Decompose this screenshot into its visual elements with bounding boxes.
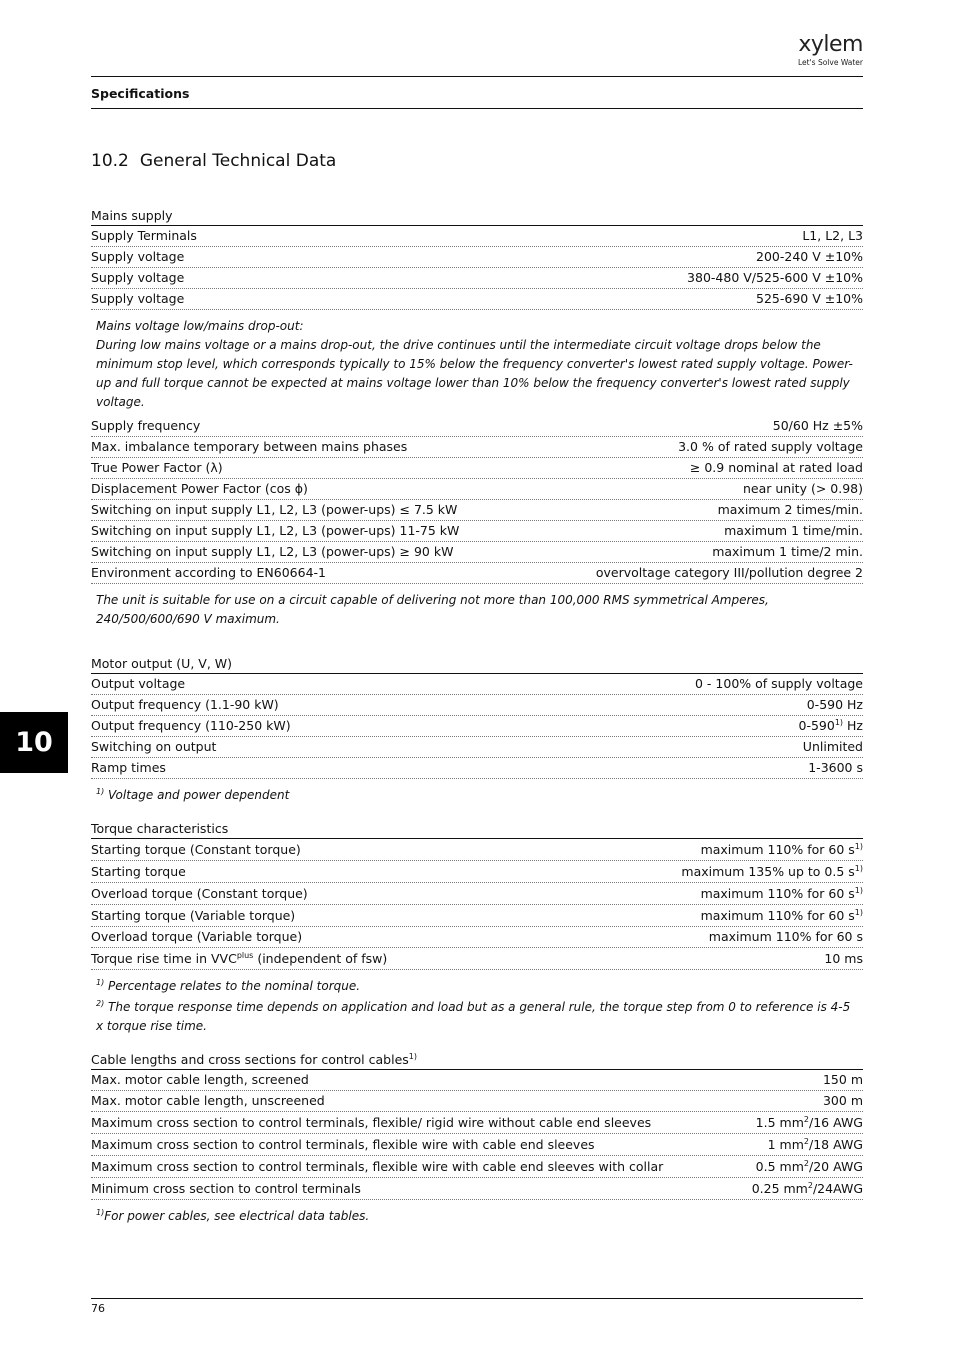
table-row <box>91 1156 863 1178</box>
cable-footnote: $^{1)}$For power cables, see electrical data tables. <box>96 1208 370 1223</box>
cable-table <box>91 1050 863 1226</box>
row-label: Starting torque (Constant torque) <box>91 842 301 857</box>
table-row <box>91 948 863 970</box>
running-header: Specifications <box>91 86 190 101</box>
row-value: 0-590$^{1)}$ Hz <box>798 717 863 733</box>
table-row <box>91 905 863 927</box>
row-value: Unlimited <box>802 739 863 754</box>
table-row <box>91 268 863 289</box>
row-value: 0.5 $mm^2/20$ AWG <box>755 1158 863 1174</box>
note-title: Mains voltage low/mains drop-out: <box>96 319 304 333</box>
row-label: True Power Factor (λ) <box>91 460 223 475</box>
row-label: Overload torque (Variable torque) <box>91 929 303 944</box>
row-value: near unity (> 0.98) <box>742 481 863 496</box>
table-row <box>91 695 863 716</box>
row-value: 1 $mm^2/18$ AWG <box>767 1136 863 1152</box>
row-value: 0 - 100% of supply voltage <box>695 676 863 691</box>
row-label: Max. motor cable length, screened <box>91 1072 309 1087</box>
table-title: Motor output (U, V, W) <box>91 654 863 674</box>
row-value: maximum 110% for 60 $s^{1)}$ <box>700 885 863 901</box>
row-label: Supply voltage <box>91 249 185 264</box>
table-row <box>91 883 863 905</box>
header-subrule <box>91 108 863 109</box>
table-row <box>91 500 863 521</box>
table-row <box>91 479 863 500</box>
table-row <box>91 458 863 479</box>
section-number: 10.2 <box>91 151 129 171</box>
row-label: Switching on output <box>91 739 217 754</box>
row-value: maximum 1 time/2 min. <box>712 544 863 559</box>
row-value: 50/60 Hz ±5% <box>772 418 863 433</box>
short-circuit-note: The unit is suitable for use on a circuit capable of delivering not more than 100,000 RMS symmetrical Amperes, 240/500/600/690 V maximum. <box>96 593 769 626</box>
page-number: 76 <box>91 1302 105 1315</box>
row-label: Supply frequency <box>91 418 201 433</box>
motor-output-table <box>91 654 863 805</box>
table-title: Torque characteristics <box>91 819 863 839</box>
row-label: Maximum cross section to control terminals, flexible wire with cable end sleeves <box>91 1137 595 1152</box>
torque-footnote-2: $^{2)}$ The torque response time depends on application and load but as a general rule, the torque step from 0 to reference is 4-5 x torque rise time. <box>96 999 851 1033</box>
row-value: maximum 110% for 60 s <box>708 929 863 944</box>
footer-rule <box>91 1298 863 1299</box>
row-label: Ramp times <box>91 760 166 775</box>
table-row <box>91 521 863 542</box>
table-title: Cable lengths and cross sections for control cables$^{1)}$ <box>91 1050 863 1070</box>
table-row <box>91 289 863 310</box>
brand-name: xylem <box>798 32 863 57</box>
row-value: maximum 135% up to 0.5 $s^{1)}$ <box>681 863 863 879</box>
table-row <box>91 927 863 948</box>
section-title: General Technical Data <box>139 151 337 171</box>
table-row <box>91 1178 863 1200</box>
table-row <box>91 563 863 584</box>
row-label: Output frequency (110-250 kW) <box>91 718 291 733</box>
table-row <box>91 861 863 883</box>
brand-tagline: Let's Solve Water <box>798 58 863 67</box>
table-row <box>91 1091 863 1112</box>
row-value: overvoltage category III/pollution degree 2 <box>595 565 863 580</box>
row-label: Environment according to EN60664-1 <box>91 565 326 580</box>
technical-data <box>91 206 863 1226</box>
row-label: Overload torque (Constant torque) <box>91 886 308 901</box>
table-row <box>91 674 863 695</box>
row-value: L1, L2, L3 <box>802 228 863 243</box>
torque-table <box>91 819 863 1036</box>
row-label: Switching on input supply L1, L2, L3 (power-ups) ≤ 7.5 kW <box>91 502 458 517</box>
xylem-logo <box>798 34 863 67</box>
table-row <box>91 542 863 563</box>
torque-footnote-1: $^{1)}$ Percentage relates to the nominal torque. <box>96 978 361 993</box>
row-value: 300 m <box>822 1093 863 1108</box>
row-label: Starting torque <box>91 864 186 879</box>
row-value: 1-3600 s <box>808 760 863 775</box>
header-rule <box>91 76 863 77</box>
row-label: Supply voltage <box>91 270 185 285</box>
row-label: Minimum cross section to control terminals <box>91 1181 361 1196</box>
table-title: Mains supply <box>91 206 863 226</box>
row-label: Displacement Power Factor (cos ϕ) <box>91 481 308 496</box>
row-label: Max. imbalance temporary between mains phases <box>91 439 408 454</box>
chapter-tab: 10 <box>0 712 68 773</box>
table-row <box>91 416 863 437</box>
row-value: 380-480 V/525-600 V ±10% <box>687 270 863 285</box>
table-row <box>91 758 863 779</box>
row-value: 1.5 $mm^2/16$ AWG <box>755 1114 863 1130</box>
row-label: Output frequency (1.1-90 kW) <box>91 697 279 712</box>
mains-supply-table <box>91 206 863 629</box>
table-row <box>91 1134 863 1156</box>
row-value: 200-240 V ±10% <box>756 249 863 264</box>
row-value: 0.25 $mm^2/24AWG$ <box>751 1180 863 1196</box>
row-label: Maximum cross section to control terminals, flexible/ rigid wire without cable end sleeves <box>91 1115 652 1130</box>
row-label: Switching on input supply L1, L2, L3 (power-ups) 11-75 kW <box>91 523 460 538</box>
row-label: Supply voltage <box>91 291 185 306</box>
table-row <box>91 226 863 247</box>
row-label: Max. motor cable length, unscreened <box>91 1093 325 1108</box>
row-value: 150 m <box>822 1072 863 1087</box>
note-body: During low mains voltage or a mains drop-out, the drive continues until the intermediate circuit voltage drops below the minimum stop level, which corresponds typically to 15% below the frequency converter's lowest rated supply voltage. Power-up and full torque cannot be expected at mains voltage lower than 10% below the frequency converter's lowest rated supply voltage. <box>96 338 853 409</box>
row-value: maximum 2 times/min. <box>717 502 863 517</box>
mains-dropout-note <box>91 310 863 416</box>
row-label: Supply Terminals <box>91 228 197 243</box>
table-row <box>91 247 863 268</box>
row-value: maximum 1 time/min. <box>724 523 863 538</box>
row-value: 10 ms <box>824 951 863 966</box>
motor-footnote: $^{1)}$ Voltage and power dependent <box>96 787 290 802</box>
row-label: Output voltage <box>91 676 186 691</box>
section-heading <box>91 151 336 171</box>
row-value: ≥ 0.9 nominal at rated load <box>689 460 863 475</box>
row-value: 3.0 % of rated supply voltage <box>678 439 863 454</box>
table-row <box>91 737 863 758</box>
table-row <box>91 1070 863 1091</box>
row-value: maximum 110% for 60 $s^{1)}$ <box>700 907 863 923</box>
row-value: 525-690 V ±10% <box>756 291 863 306</box>
table-row <box>91 437 863 458</box>
table-row <box>91 716 863 737</box>
table-row <box>91 1112 863 1134</box>
row-value: maximum 110% for 60 $s^{1)}$ <box>700 841 863 857</box>
row-value: 0-590 Hz <box>806 697 863 712</box>
row-label: Torque rise time in $VVC^{plus}$ (independent of fsw) <box>91 950 388 966</box>
table-row <box>91 839 863 861</box>
row-label: Switching on input supply L1, L2, L3 (power-ups) ≥ 90 kW <box>91 544 454 559</box>
row-label: Maximum cross section to control terminals, flexible wire with cable end sleeves with collar <box>91 1159 664 1174</box>
row-label: Starting torque (Variable torque) <box>91 908 296 923</box>
